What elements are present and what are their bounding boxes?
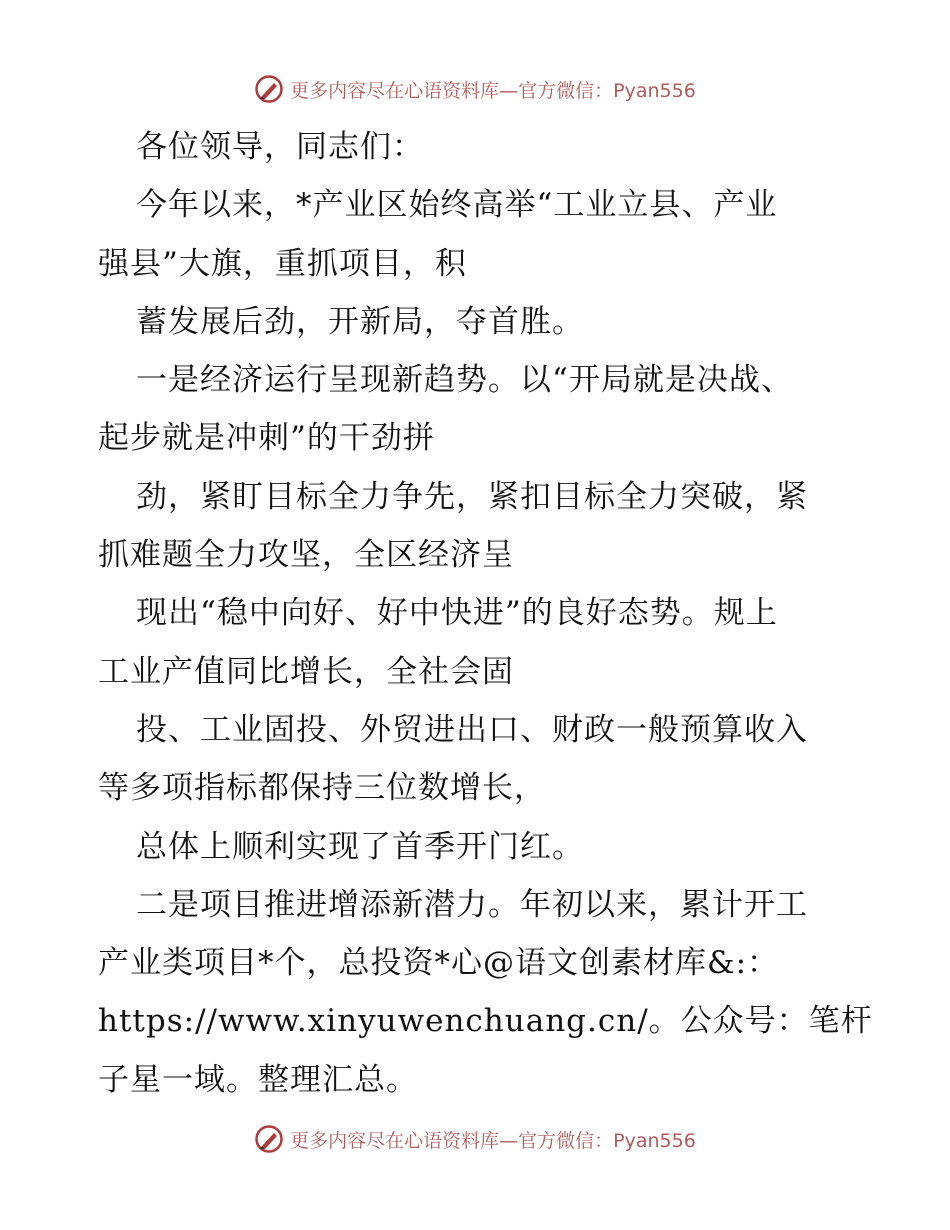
footer-watermark bbox=[0, 1124, 950, 1154]
text-line: 起步就是冲刺”的干劲拼 bbox=[98, 420, 435, 457]
pen-logo-icon bbox=[254, 74, 284, 104]
text-line: 产业类项目*个，总投资*心@语文创素材库&:： bbox=[98, 945, 780, 982]
text-line: 蓄发展后劲，开新局，夺首胜。 bbox=[136, 303, 584, 340]
text-line: 现出“稳中向好、好中快进”的良好态势。规上 bbox=[136, 595, 778, 632]
text-line: 抓难题全力攻坚，全区经济呈 bbox=[98, 537, 514, 574]
text-line: 劲，紧盯目标全力争先，紧扣目标全力突破，紧 bbox=[136, 478, 808, 515]
text-line: 各位领导，同志们： bbox=[136, 129, 424, 165]
text-line: 总体上顺利实现了首季开门红。 bbox=[136, 828, 584, 865]
text-line: 一是经济运行呈现新趋势。以“开局就是决战、 bbox=[136, 362, 793, 399]
text-line: 强县”大旗，重抓项目，积 bbox=[98, 245, 467, 282]
pen-logo-icon bbox=[254, 1124, 284, 1154]
text-line: 今年以来，*产业区始终高举“工业立县、产业 bbox=[136, 187, 778, 224]
text-line: 工业产值同比增长，全社会固 bbox=[98, 653, 514, 690]
header-watermark bbox=[0, 74, 950, 104]
text-line: 投、工业固投、外贸进出口、财政一般预算收入 bbox=[136, 711, 808, 748]
text-line: 等多项指标都保持三位数增长， bbox=[98, 770, 546, 807]
document-body bbox=[98, 118, 873, 1109]
watermark-text: 更多内容尽在心语资料库—官方微信：Pyan556 bbox=[290, 79, 696, 102]
text-line: 子星一域。整理汇总。 bbox=[98, 1061, 418, 1098]
text-line: https://www.xinyuwenchuang.cn/。公众号：笔杆 bbox=[98, 1003, 873, 1040]
watermark-text: 更多内容尽在心语资料库—官方微信：Pyan556 bbox=[290, 1129, 696, 1152]
text-line: 二是项目推进增添新潜力。年初以来，累计开工 bbox=[136, 886, 808, 923]
